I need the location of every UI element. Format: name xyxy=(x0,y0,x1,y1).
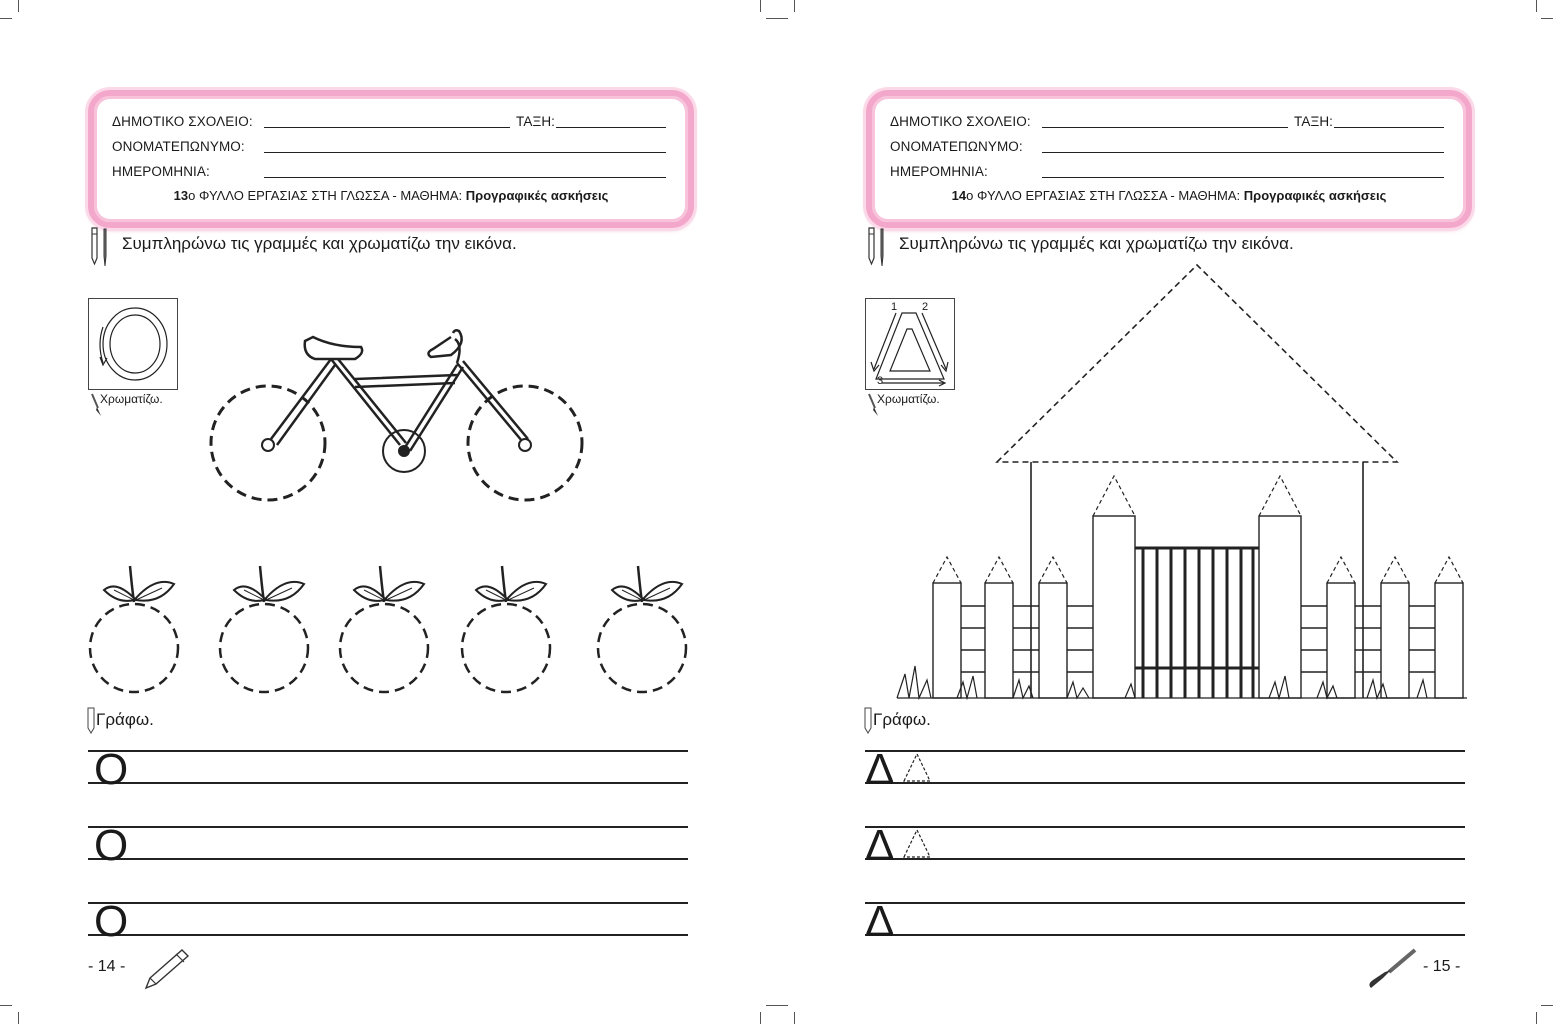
write-label: Γράφω. xyxy=(873,710,931,729)
page-number: - 14 - xyxy=(88,958,126,975)
apple-outline xyxy=(220,566,308,692)
sample-letter: Ο xyxy=(94,745,129,794)
stroke-number: 1 xyxy=(891,301,898,313)
date-label: ΗΜΕΡΟΜΗΝΙΑ: xyxy=(890,164,988,179)
sheet-suffix: ο xyxy=(966,188,974,203)
writing-line-top xyxy=(88,902,688,904)
sheet-number: 13 xyxy=(173,188,189,203)
class-field-line[interactable] xyxy=(556,127,666,128)
dashed-letter-guide xyxy=(901,752,933,784)
class-label: ΤΑΞΗ: xyxy=(1294,114,1334,129)
stroke-number: 2 xyxy=(922,301,929,313)
instruction-text: Συμπληρώνω τις γραμμές και χρωματίζω την εικόνα. xyxy=(899,234,1294,253)
sample-letter: Ο xyxy=(94,821,129,870)
sheet-title xyxy=(872,188,1466,203)
writing-line-base[interactable] xyxy=(88,934,688,936)
name-field-line[interactable] xyxy=(1042,152,1444,153)
sheet-title xyxy=(94,188,688,203)
school-label: ΔΗΜΟΤΙΚΟ ΣΧΟΛΕΙΟ: xyxy=(890,114,1031,129)
stroke-number: 3 xyxy=(877,375,884,387)
worksheet-header xyxy=(88,90,694,228)
sample-letter: Δ xyxy=(865,897,895,946)
dashed-letter-guide xyxy=(901,828,933,860)
sheet-suffix: ο xyxy=(188,188,196,203)
lesson-name: Προγραφικές ασκήσεις xyxy=(465,188,609,203)
sheet-number: 14 xyxy=(951,188,967,203)
dashed-roof xyxy=(997,265,1397,462)
color-label: Χρωματίζω. xyxy=(100,392,163,406)
school-field-line[interactable] xyxy=(264,127,510,128)
left-page xyxy=(0,0,776,1024)
date-label: ΗΜΕΡΟΜΗΝΙΑ: xyxy=(112,164,210,179)
page-number: - 15 - xyxy=(1423,958,1461,975)
apple-outline xyxy=(340,566,428,692)
lesson-name: Προγραφικές ασκήσεις xyxy=(1243,188,1387,203)
class-field-line[interactable] xyxy=(1334,127,1444,128)
bicycle-picture xyxy=(205,325,590,510)
worksheet-header xyxy=(866,90,1472,228)
writing-line-top xyxy=(865,826,1465,828)
sample-letter: Ο xyxy=(94,897,129,946)
pencil-small-icon xyxy=(86,706,96,734)
sample-letter: Δ xyxy=(865,745,895,794)
writing-line-top xyxy=(88,750,688,752)
school-field-line[interactable] xyxy=(1042,127,1288,128)
writing-line-top xyxy=(88,826,688,828)
date-field-line[interactable] xyxy=(264,177,666,178)
apple-outline xyxy=(462,566,550,692)
letter-card-o xyxy=(88,298,178,390)
name-label: ΟΝΟΜΑΤΕΠΩΝΥΜΟ: xyxy=(112,139,245,154)
writing-line-base[interactable] xyxy=(88,858,688,860)
writing-line-top xyxy=(865,902,1465,904)
color-label: Χρωματίζω. xyxy=(877,392,940,406)
school-label: ΔΗΜΟΤΙΚΟ ΣΧΟΛΕΙΟ: xyxy=(112,114,253,129)
writing-line-base[interactable] xyxy=(88,782,688,784)
pencil-icon xyxy=(142,946,190,990)
apple-outline xyxy=(598,566,686,692)
pencil-small-icon xyxy=(863,706,873,734)
house-fence-picture xyxy=(897,262,1467,702)
writing-line-base[interactable] xyxy=(865,858,1465,860)
writing-line-base[interactable] xyxy=(865,934,1465,936)
instruction-text: Συμπληρώνω τις γραμμές και χρωματίζω την εικόνα. xyxy=(122,234,517,253)
date-field-line[interactable] xyxy=(1042,177,1444,178)
name-label: ΟΝΟΜΑΤΕΠΩΝΥΜΟ: xyxy=(890,139,1023,154)
sample-letter: Δ xyxy=(865,821,895,870)
writing-line-base[interactable] xyxy=(865,782,1465,784)
writing-line-top xyxy=(865,750,1465,752)
letter-o-outline xyxy=(89,299,177,389)
sheet-text: ΦΥΛΛΟ ΕΡΓΑΣΙΑΣ ΣΤΗ ΓΛΩΣΣΑ - ΜΑΘΗΜΑ: xyxy=(976,188,1241,203)
class-label: ΤΑΞΗ: xyxy=(516,114,556,129)
pencil-icon xyxy=(88,226,112,268)
pencil-icon xyxy=(865,226,889,268)
name-field-line[interactable] xyxy=(264,152,666,153)
apple-row xyxy=(84,560,694,696)
write-label: Γράφω. xyxy=(96,710,154,729)
paintbrush-icon xyxy=(1365,948,1417,990)
right-page xyxy=(777,0,1553,1024)
sheet-text: ΦΥΛΛΟ ΕΡΓΑΣΙΑΣ ΣΤΗ ΓΛΩΣΣΑ - ΜΑΘΗΜΑ: xyxy=(198,188,463,203)
